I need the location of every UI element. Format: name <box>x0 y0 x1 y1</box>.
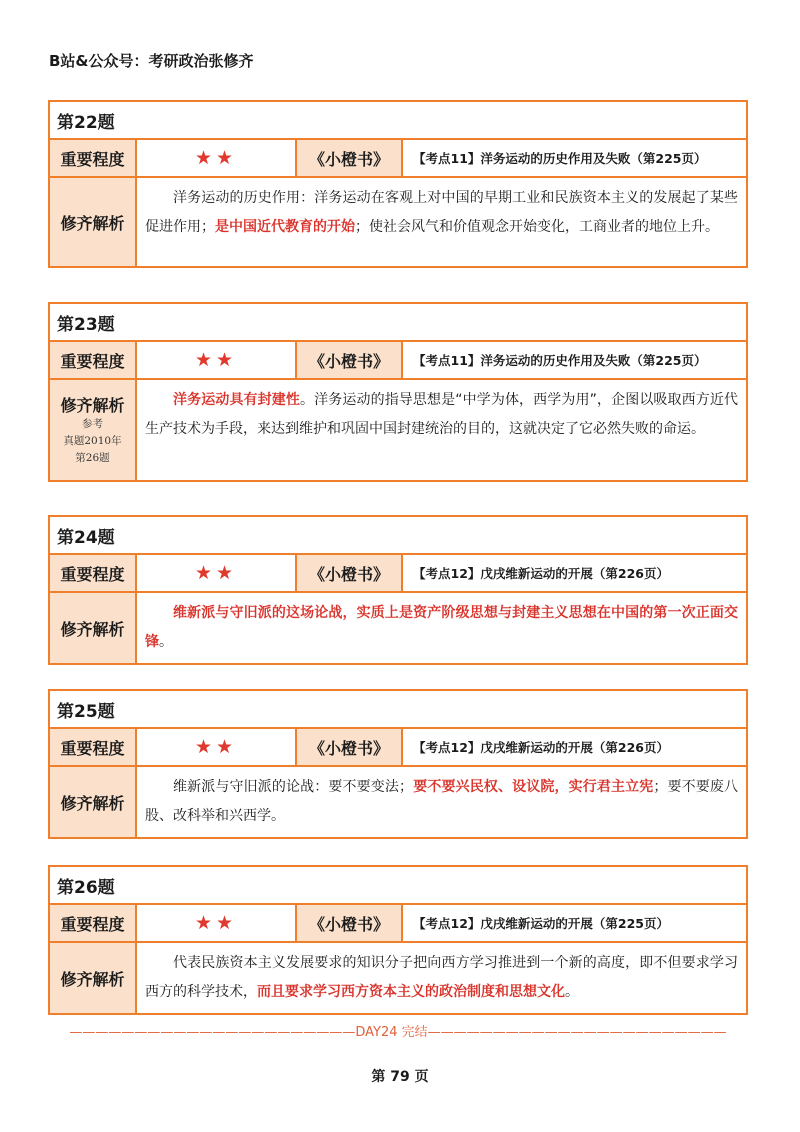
keypoint: 【考点12】戊戌维新运动的开展（第226页） <box>413 566 669 581</box>
question-title: 第24题 <box>57 527 115 548</box>
highlighted-text: 是中国近代教育的开始 <box>215 219 355 235</box>
question-title: 第26题 <box>57 877 115 898</box>
analysis-label: 修齐解析 <box>60 619 125 639</box>
analysis-segment: 。 <box>565 984 579 1000</box>
reference-note: 参考 真题2010年 第26题 <box>63 418 122 464</box>
page-number: 第 79 页 <box>371 1069 429 1085</box>
highlighted-text: 而且要求学习西方资本主义的政治制度和思想文化 <box>257 984 565 1000</box>
importance-label: 重要程度 <box>50 729 137 765</box>
analysis-segment: 。 <box>159 634 173 650</box>
highlighted-text: 维新派与守旧派的这场论战，实质上是资产阶级思想与封建主义思想在中国的第一次正面交锋 <box>145 605 738 650</box>
highlighted-text: 要不要兴民权、设议院，实行君主立宪 <box>413 779 654 795</box>
analysis-segment: ；使社会风气和价值观念开始变化，工商业者的地位上升。 <box>355 219 719 235</box>
analysis-label-cell <box>50 178 137 266</box>
book-label: 《小橙书》 <box>297 729 403 765</box>
book-label: 《小橙书》 <box>297 342 403 378</box>
question-card <box>48 302 748 482</box>
page-header: B站&公众号：考研政治张修齐 <box>49 52 254 70</box>
question-card <box>48 100 748 268</box>
analysis-label: 修齐解析 <box>60 396 125 415</box>
keypoint: 【考点12】戊戌维新运动的开展（第225页） <box>413 916 669 931</box>
analysis-label: 修齐解析 <box>60 213 125 233</box>
keypoint: 【考点11】洋务运动的历史作用及失败（第225页） <box>413 151 707 166</box>
highlighted-text: 洋务运动具有封建性 <box>173 392 301 408</box>
analysis-segment: 代表民族资本主义发展要求的知识分子把向西方学习推进到一个新的高度，即不但要求学习西方的科学技术， <box>145 955 738 1000</box>
importance-label: 重要程度 <box>50 905 137 941</box>
analysis-label: 修齐解析 <box>60 969 125 989</box>
analysis-label: 修齐解析 <box>60 793 125 813</box>
question-card <box>48 515 748 665</box>
book-label: 《小橙书》 <box>297 905 403 941</box>
analysis-text <box>137 380 746 480</box>
question-title: 第25题 <box>57 701 115 722</box>
book-label: 《小橙书》 <box>297 140 403 176</box>
day-complete-divider: ——————————————————————DAY24 完结——————————————————————— <box>69 1025 727 1040</box>
question-title: 第23题 <box>57 314 115 335</box>
analysis-text <box>137 943 746 1013</box>
analysis-label-cell <box>50 593 137 663</box>
analysis-segment: ；要不要废八股、改科举和兴西学。 <box>145 779 739 824</box>
question-title: 第22题 <box>57 112 115 133</box>
keypoint: 【考点11】洋务运动的历史作用及失败（第225页） <box>413 353 707 368</box>
book-label: 《小橙书》 <box>297 555 403 591</box>
analysis-label-cell <box>50 767 137 837</box>
analysis-text <box>137 178 746 266</box>
star-rating: ★★ <box>137 555 297 591</box>
importance-label: 重要程度 <box>50 555 137 591</box>
analysis-segment: 。洋务运动的指导思想是“中学为体，西学为用”，企图以吸取西方近代生产技术为手段，来达到维护和巩固中国封建统治的目的，这就决定了它必然失败的命运。 <box>145 392 738 437</box>
analysis-text <box>137 593 746 663</box>
question-card <box>48 689 748 839</box>
analysis-label-cell <box>50 943 137 1013</box>
star-rating: ★★ <box>137 729 297 765</box>
analysis-label-cell <box>50 380 137 480</box>
analysis-segment: 洋务运动的历史作用：洋务运动在客观上对中国的早期工业和民族资本主义的发展起了某些促进作用； <box>145 190 738 235</box>
importance-label: 重要程度 <box>50 342 137 378</box>
importance-label: 重要程度 <box>50 140 137 176</box>
analysis-segment: 维新派与守旧派的论战：要不要变法； <box>173 779 414 795</box>
analysis-text <box>137 767 746 837</box>
question-card <box>48 865 748 1015</box>
star-rating: ★★ <box>137 905 297 941</box>
star-rating: ★★ <box>137 140 297 176</box>
star-rating: ★★ <box>137 342 297 378</box>
keypoint: 【考点12】戊戌维新运动的开展（第226页） <box>413 740 669 755</box>
